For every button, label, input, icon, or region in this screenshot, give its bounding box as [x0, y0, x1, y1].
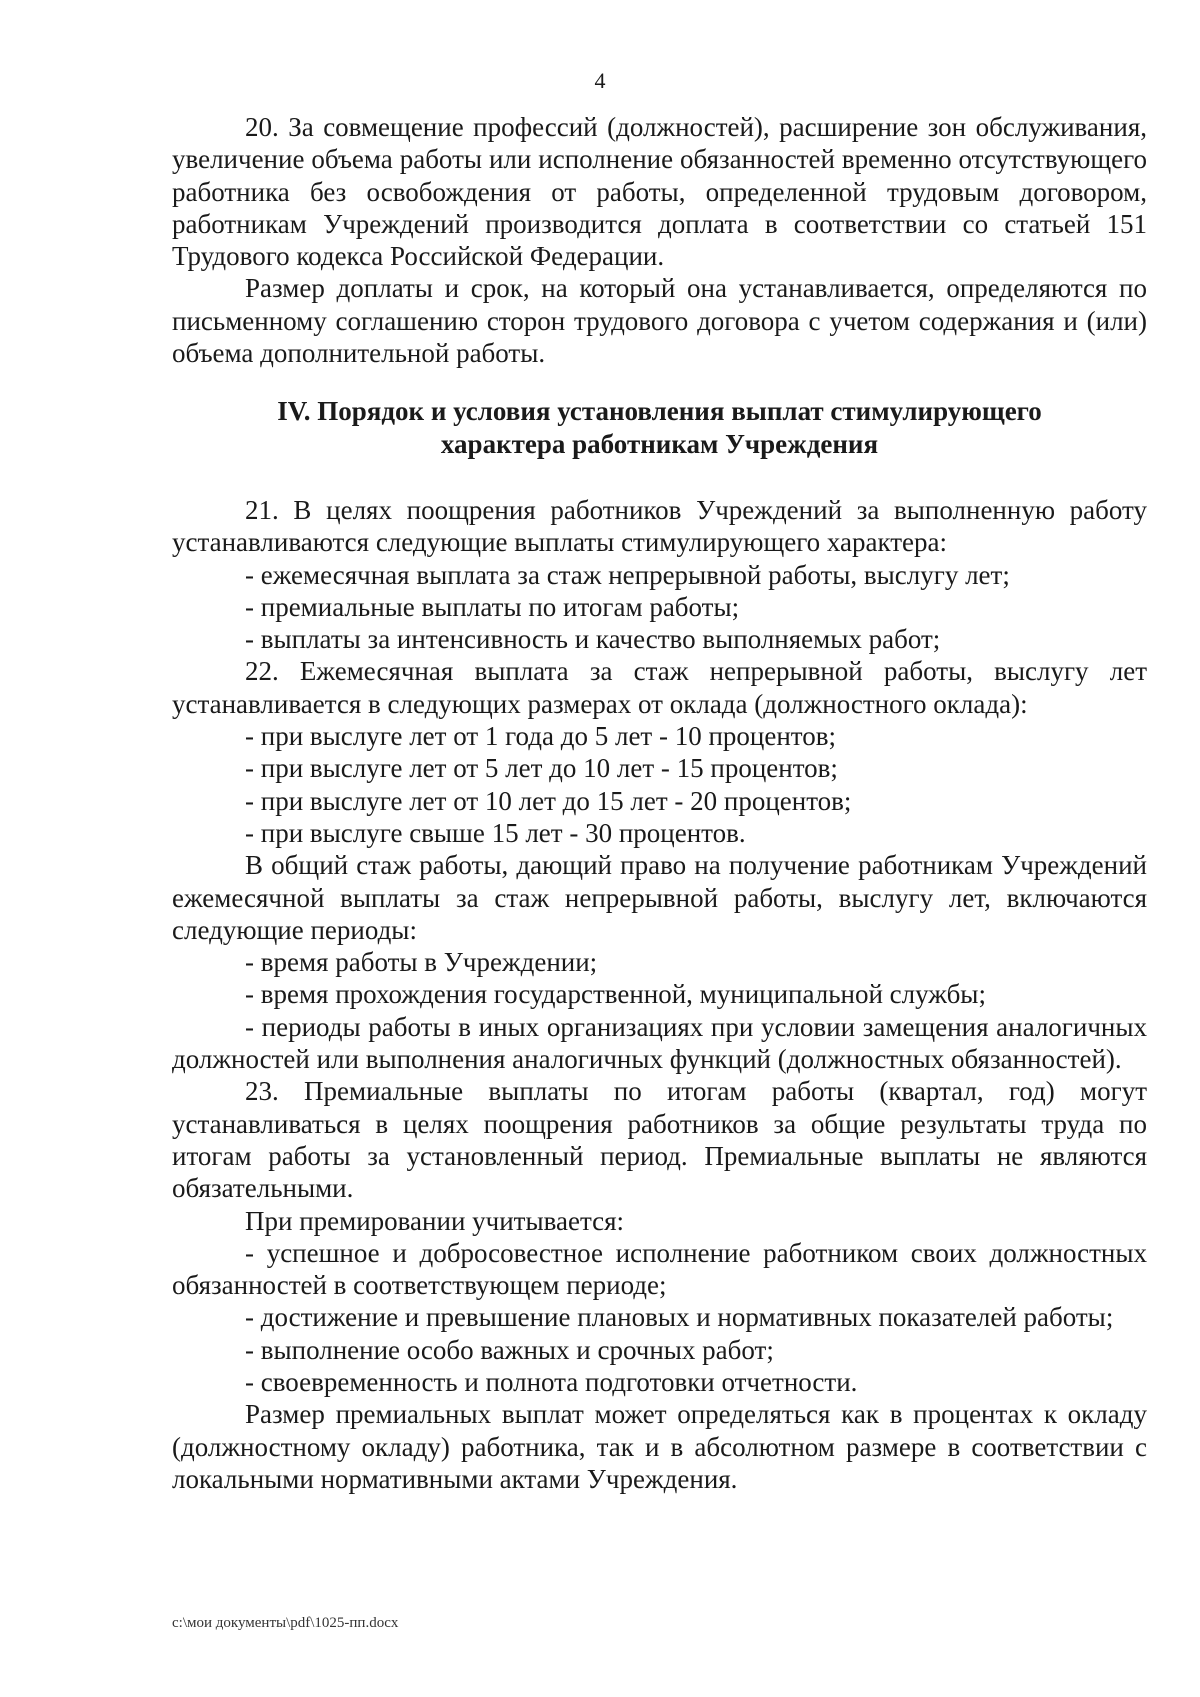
page-number: 4	[594, 68, 606, 93]
paragraph-bonus-size: Размер премиальных выплат может определяться как в процентах к окладу (должностному окладу) работника, так и в абсолютном размере в соответствии с локальными нормативными актами Учреждения.	[172, 1399, 1147, 1494]
list-item: - успешное и добросовестное исполнение работником своих должностных обязанностей в соответствующем периоде;	[172, 1237, 1147, 1301]
list-item: - время прохождения государственной, муниципальной службы;	[245, 979, 986, 1010]
list-item: - выполнение особо важных и срочных работ;	[245, 1334, 774, 1365]
paragraph-22: 22. Ежемесячная выплата за стаж непрерывной работы, выслугу лет устанавливается в следующих размерах от оклада (должностного оклада):	[172, 656, 1147, 719]
list-item: - периоды работы в иных организациях при условии замещения аналогичных должностей или выполнения аналогичных функций (должностных обязанностей).	[172, 1011, 1147, 1075]
paragraph-23: 23. Премиальные выплаты по итогам работы (квартал, год) могут устанавливаться в целях поощрения работников за общие результаты труда по итогам работы за установленный период. Премиальные выплаты не являются обязательными.	[172, 1076, 1147, 1204]
list-item: - своевременность и полнота подготовки отчетности.	[245, 1366, 858, 1397]
document-body	[172, 111, 1147, 1495]
section-heading-line-2: характера работникам Учреждения	[440, 428, 879, 459]
list-item: - премиальные выплаты по итогам работы;	[245, 591, 740, 622]
paragraph-20: 20. За совмещение профессий (должностей), расширение зон обслуживания, увеличение объема работы или исполнение обязанностей временно отсутствующего работника без освобождения от работы, определенной трудовым договором, работникам Учреждений производится доплата в соответствии со статьей 151 Трудового кодекса Российской Федерации.	[172, 112, 1147, 272]
paragraph-bonus-criteria: При премировании учитывается:	[245, 1205, 625, 1236]
paragraph-20-surcharge: Размер доплаты и срок, на который она устанавливается, определяются по письменному соглашению сторон трудового договора с учетом содержания и (или) объема дополнительной работы.	[172, 273, 1147, 369]
paragraph-general-service: В общий стаж работы, дающий право на получение работникам Учреждений ежемесячной выплаты за стаж непрерывной работы, выслугу лет, включаются следующие периоды:	[172, 850, 1147, 945]
list-item: - ежемесячная выплата за стаж непрерывной работы, выслугу лет;	[245, 559, 1010, 590]
list-item: - при выслуге лет от 10 лет до 15 лет - 20 процентов;	[245, 785, 852, 816]
list-item: - достижение и превышение плановых и нормативных показателей работы;	[245, 1302, 1114, 1333]
section-heading-line-1: IV. Порядок и условия установления выплат стимулирующего	[277, 396, 1042, 427]
list-item: - время работы в Учреждении;	[245, 947, 598, 978]
file-path-footer: c:\мои документы\pdf\1025-пп.docx	[172, 1615, 399, 1631]
paragraph-21: 21. В целях поощрения работников Учреждений за выполненную работу устанавливаются следующие выплаты стимулирующего характера:	[172, 494, 1147, 558]
list-item: - при выслуге лет от 1 года до 5 лет - 10 процентов;	[245, 721, 836, 752]
list-item: - выплаты за интенсивность и качество выполняемых работ;	[245, 624, 941, 655]
list-item: - при выслуге лет от 5 лет до 10 лет - 15 процентов;	[245, 753, 838, 784]
section-heading	[172, 395, 1147, 460]
list-item: - при выслуге свыше 15 лет - 30 процентов.	[245, 817, 746, 848]
